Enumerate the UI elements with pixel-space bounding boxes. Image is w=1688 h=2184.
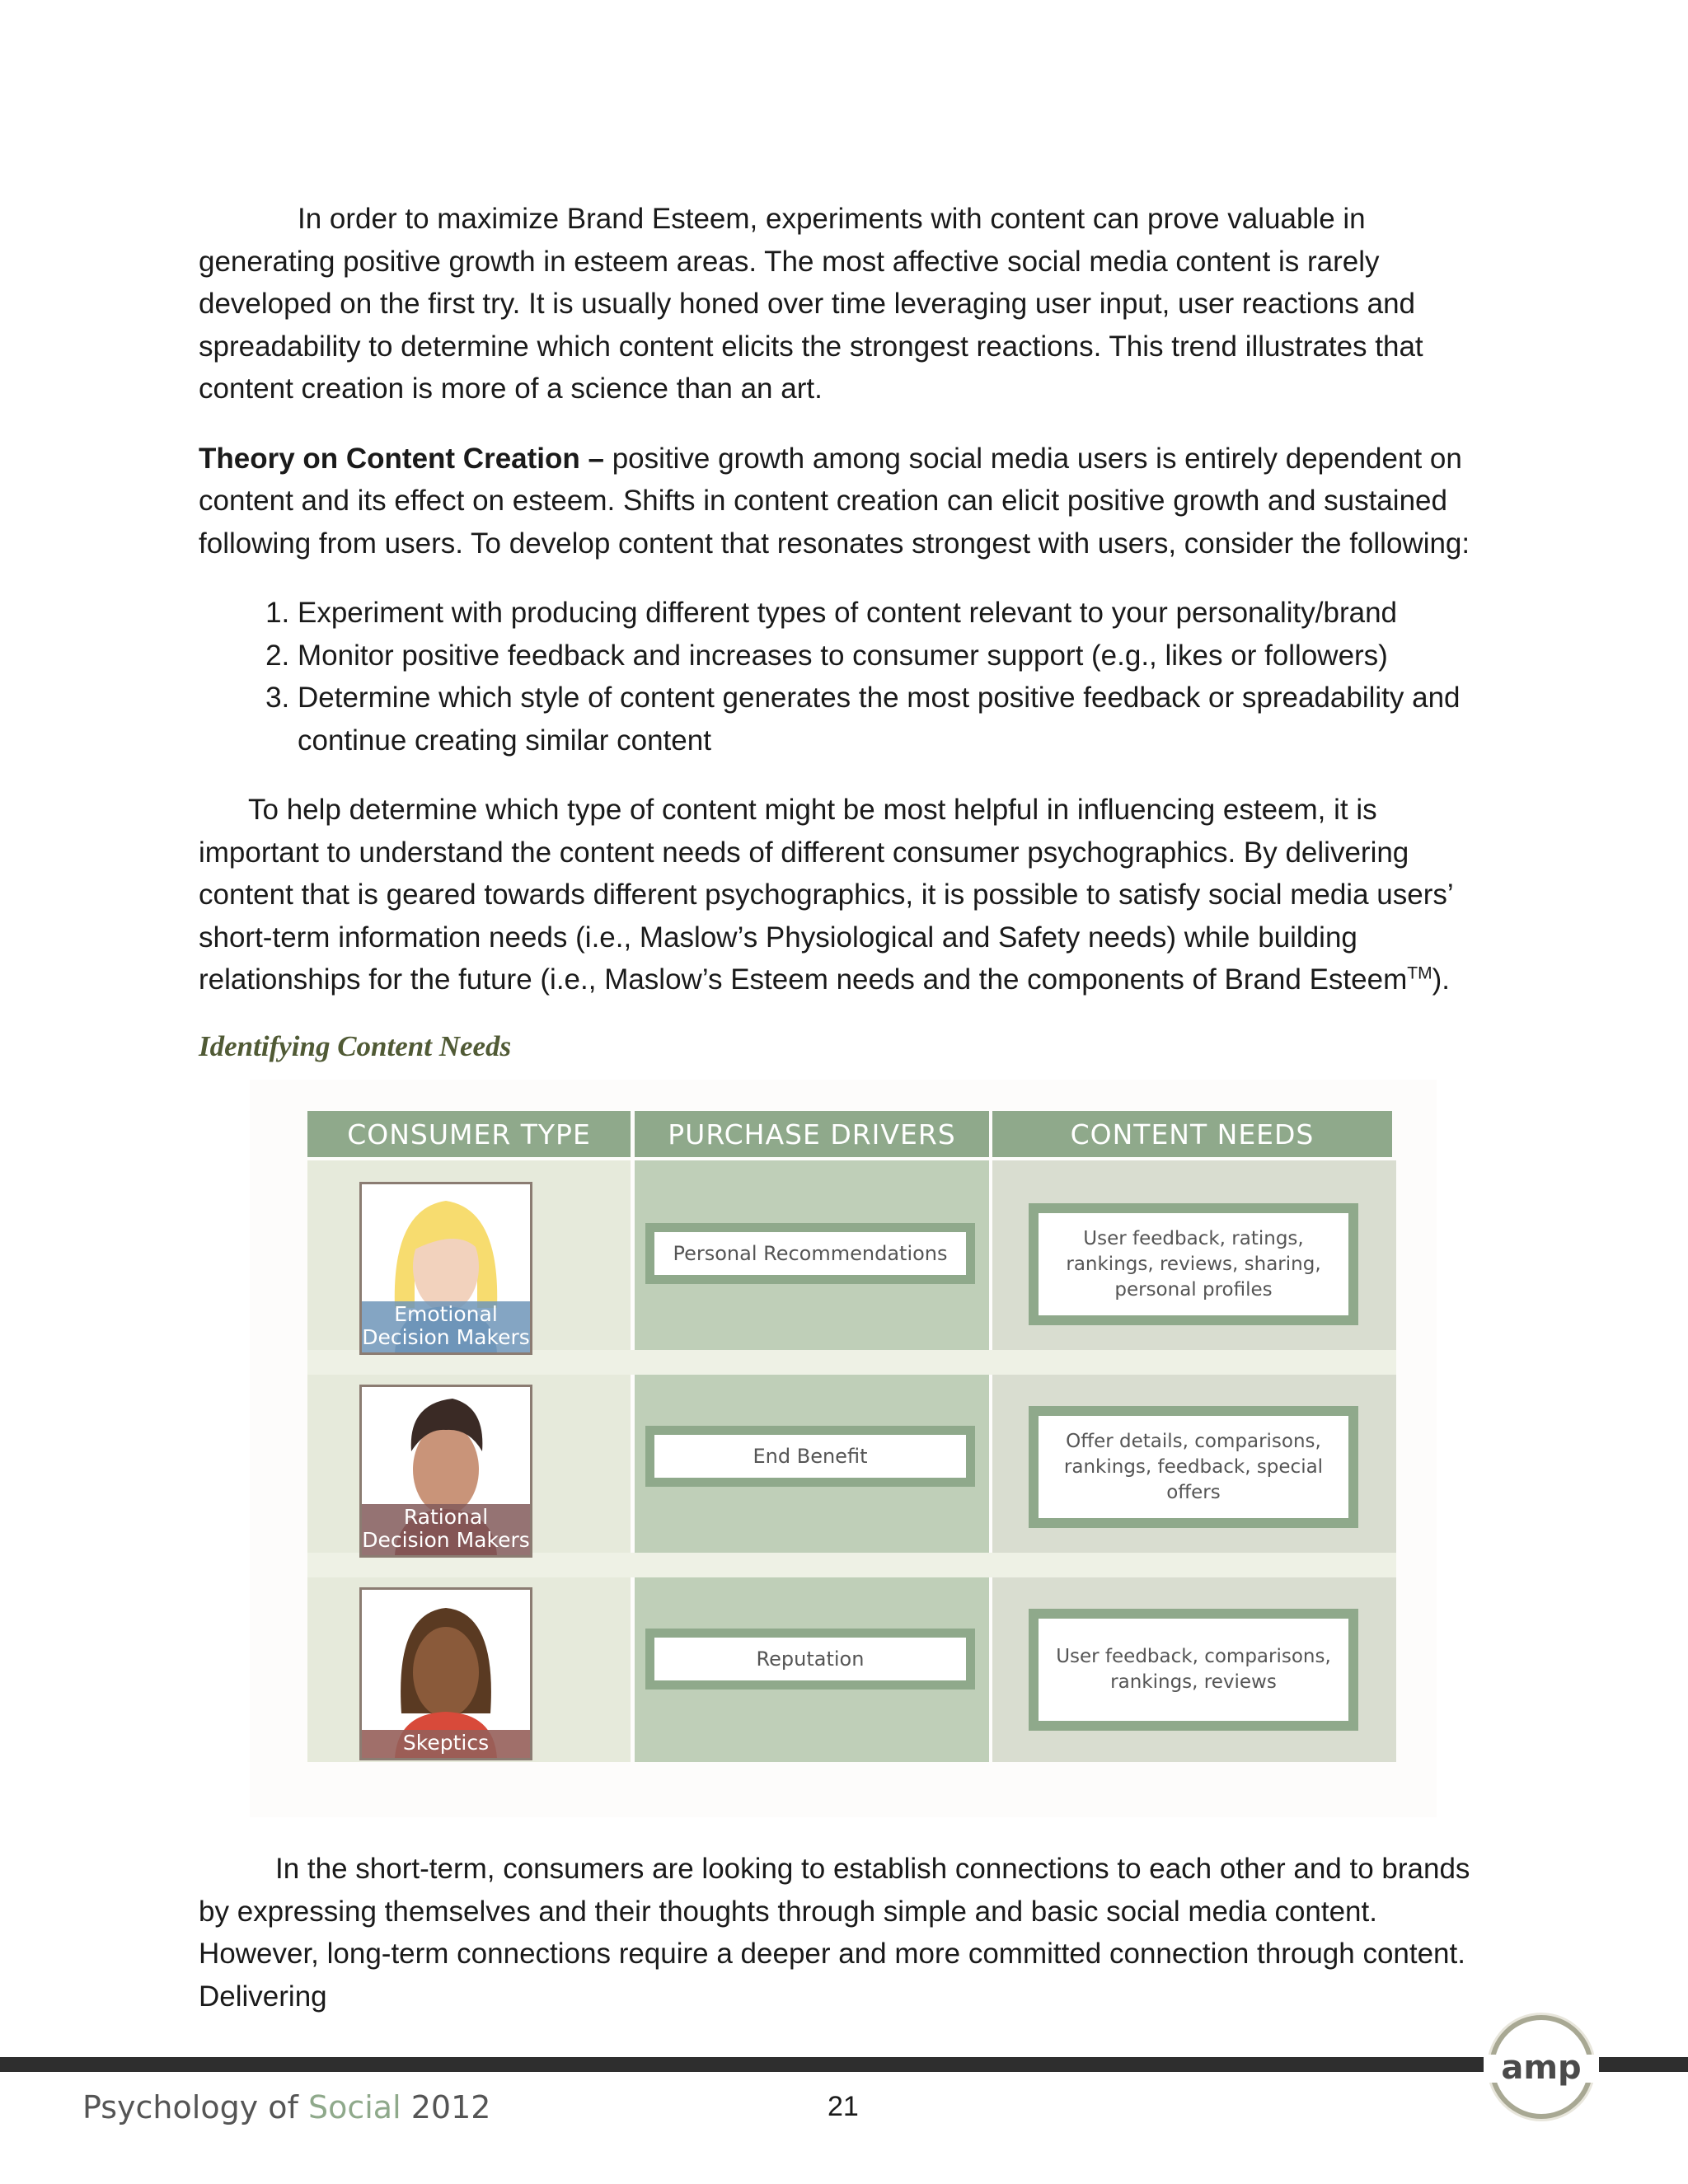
needs-box (1029, 1203, 1358, 1325)
section-heading: Identifying Content Needs (199, 1029, 512, 1062)
persona-label: Skeptics (362, 1730, 530, 1758)
closing-paragraph: In the short-term, consumers are looking to establish connections to each other and to brands by expressing themselves and their thoughts through simple and basic social media content. However, long-term connections require a deeper and more committed connection through content. Delivering (199, 1853, 1470, 2013)
persona-label: Emotional Decision Makers (362, 1301, 530, 1352)
needs-text: User feedback, ratings, rankings, reviews, sharing, personal profiles (1039, 1213, 1348, 1315)
driver-text: Personal Recommendations (654, 1232, 966, 1275)
persona-label: Rational Decision Makers (362, 1504, 530, 1555)
header-purchase-drivers: PURCHASE DRIVERS (635, 1111, 989, 1157)
list-item: 3. Determine which style of content generates the most positive feedback or spreadability and continue creating similar content (298, 677, 1493, 762)
needs-box (1029, 1406, 1358, 1528)
needs-text: User feedback, comparisons, rankings, reviews (1039, 1619, 1348, 1721)
list-item: 2. Monitor positive feedback and increases to consumer support (e.g., likes or followers) (298, 635, 1493, 677)
driver-box (645, 1223, 975, 1284)
header-content-needs: CONTENT NEEDS (992, 1111, 1392, 1157)
header-consumer-type: CONSUMER TYPE (307, 1111, 631, 1157)
needs-text: Offer details, comparisons, rankings, feedback, special offers (1039, 1416, 1348, 1518)
persona-emotional (359, 1182, 532, 1355)
theory-text: positive growth among social media users is entirely dependent on content and its effect on esteem. Shifts in content creation can elicit positive growth and sustained following from users. To develop content that resonates strongest with users, consider the following: (199, 442, 1470, 560)
list-item: 1. Experiment with producing different types of content relevant to your personality/brand (298, 592, 1493, 635)
footer-title (82, 2089, 490, 2125)
psychographics-end: ). (1432, 963, 1450, 996)
theory-label: Theory on Content Creation – (199, 442, 604, 475)
psychographics-text: To help determine which type of content might be most helpful in influencing esteem, it is important to understand the content needs of different consumer psychographics. By delivering content that is geared towards different psychographics, it is possible to satisfy social media users’ short-term information needs (i.e., Maslow’s Physiological and Safety needs) while building relationships for the future (i.e., Maslow’s Esteem needs and the components of Brand Esteem (199, 794, 1453, 996)
footer-rule (0, 2057, 1688, 2072)
theory-paragraph (199, 438, 1493, 565)
steps-list (199, 592, 1493, 762)
logo-text: amp (1501, 2049, 1582, 2087)
driver-text: End Benefit (654, 1435, 966, 1478)
persona-skeptic (359, 1587, 532, 1760)
footer-title-accent: Social (307, 2089, 401, 2125)
document-body (199, 198, 1493, 1067)
closing-section (199, 1848, 1493, 2018)
intro-paragraph: In order to maximize Brand Esteem, experiments with content can prove valuable in generating positive growth in esteem areas. The most affective social media content is rarely developed on the first try. It is usually honed over time leveraging user input, user reactions and spreadability to determine which content elicits the strongest reactions. This trend illustrates that content creation is more of a science than an art. (199, 203, 1423, 405)
driver-text: Reputation (654, 1638, 966, 1680)
amp-logo-icon (1484, 2009, 1599, 2125)
trademark-symbol: TM (1407, 963, 1432, 983)
footer-title-part1: Psychology of (82, 2089, 308, 2125)
psychographics-paragraph (199, 789, 1493, 1001)
driver-box (645, 1426, 975, 1487)
footer-title-part2: 2012 (401, 2089, 491, 2125)
driver-box (645, 1629, 975, 1690)
page-number: 21 (828, 2091, 859, 2122)
content-needs-infographic (250, 1080, 1437, 1817)
persona-rational (359, 1385, 532, 1558)
needs-box (1029, 1609, 1358, 1731)
